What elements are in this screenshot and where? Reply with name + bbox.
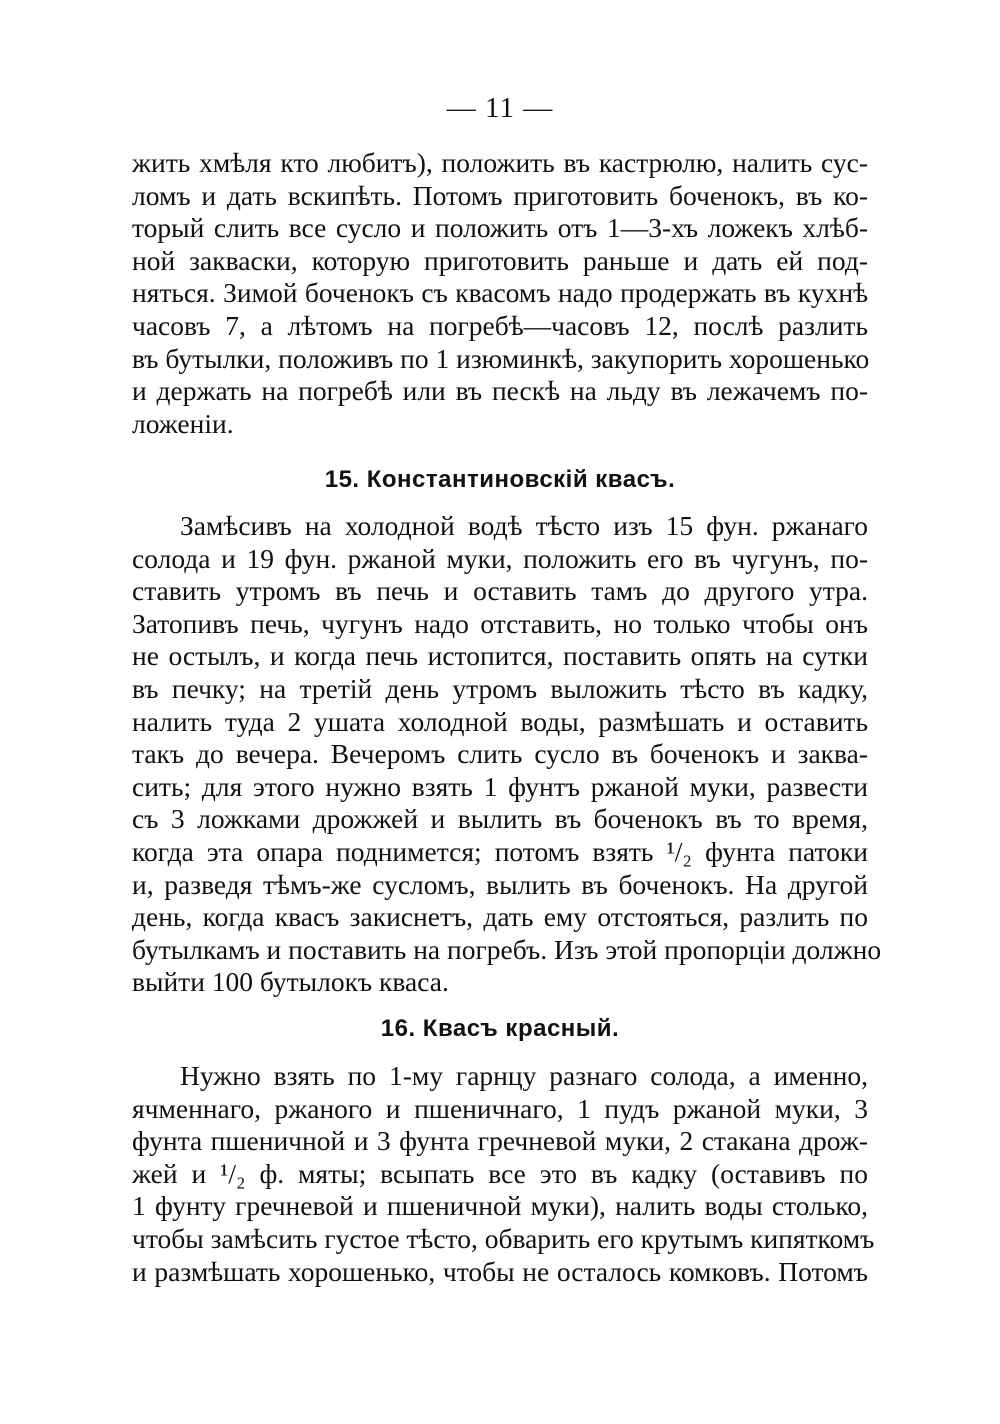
text-line: ставить утромъ въ печь и оставить тамъ до другого утра. [132, 575, 868, 607]
text-line: ячменнаго, ржаного и пшеничнаго, 1 пудъ ржаной муки, 3 [132, 1092, 868, 1124]
text-line: Нужно взять по 1-му гарнцу разнаго солода, а именно, [180, 1060, 868, 1091]
text-line: бутылкамъ и поставить на погребъ. Изъ этой пропорціи должно [132, 933, 882, 965]
text-line: въ печку; на третій день утромъ выложить тѣсто въ кадку, [132, 672, 868, 704]
text-line: Замѣсивъ на холодной водѣ тѣсто изъ 15 фун. ржанаго [180, 510, 868, 541]
text-line: когда эта опара поднимется; потомъ взять ¹/₂ фунта патоки [132, 835, 868, 867]
page-number: — 11 — [446, 92, 554, 124]
text-line: и, разведя тѣмъ-же сусломъ, вылить въ боченокъ. На другой [132, 868, 868, 900]
text-line: ной закваски, которую приготовить раньше и дать ей под- [132, 244, 868, 276]
recipe-15-paragraph [132, 510, 882, 999]
text-line: въ бутылки, положивъ по 1 изюминкѣ, закупорить хорошенько [132, 342, 870, 374]
text-line: день, когда квасъ закиснетъ, дать ему отстояться, разлить по [132, 901, 868, 933]
text-line: и держать на погребѣ или въ пескѣ на льду въ лежачемъ по- [132, 375, 868, 407]
text-line: часовъ 7, а лѣтомъ на погребѣ—часовъ 12, послѣ разлить [132, 309, 868, 341]
recipe-16-heading: 16. Квасъ красный. [380, 1015, 620, 1042]
text-line: Затопивъ печь, чугунъ надо отставить, но только чтобы онъ [132, 607, 868, 639]
text-line: чтобы замѣсить густое тѣсто, обварить его крутымъ кипяткомъ [132, 1222, 875, 1254]
text-line: не остылъ, и когда печь истопится, поставить опять на сутки [132, 640, 868, 672]
text-line: 1 фунту гречневой и пшеничной муки), налить воды столько, [132, 1190, 868, 1222]
text-line: и размѣшать хорошенько, чтобы не осталось комковъ. Потомъ [132, 1255, 868, 1287]
text-line: няться. Зимой боченокъ съ квасомъ надо продержать въ кухнѣ [132, 277, 868, 309]
text-line: такъ до вечера. Вечеромъ слить сусло въ боченокъ и заква- [132, 738, 868, 770]
recipe-15-heading: 15. Константиновскій квасъ. [324, 466, 676, 493]
text-line: ложеніи. [132, 407, 234, 439]
text-line: жить хмѣля кто любитъ), положить въ кастрюлю, налить сус- [132, 147, 868, 178]
continuation-paragraph [132, 147, 868, 440]
text-line: солода и 19 фун. ржаной муки, положить его въ чугунъ, по- [132, 542, 868, 574]
text-line: фунта пшеничной и 3 фунта гречневой муки, 2 стакана дрож- [132, 1125, 868, 1157]
text-line: торый слить все сусло и положить отъ 1—3-хъ ложекъ хлѣб- [132, 212, 868, 244]
text-line: ломъ и дать вскипѣть. Потомъ приготовить боченокъ, въ ко- [132, 179, 868, 211]
text-line: жей и ¹/₂ ф. мяты; всыпать все это въ кадку (оставивъ по [132, 1157, 868, 1189]
text-line: съ 3 ложками дрожжей и вылить въ боченокъ въ то время, [132, 803, 868, 835]
text-line: налить туда 2 ушата холодной воды, размѣшать и оставить [132, 705, 868, 737]
text-line: сить; для этого нужно взять 1 фунтъ ржаной муки, развести [132, 770, 868, 802]
text-line: выйти 100 бутылокъ кваса. [132, 966, 449, 998]
recipe-16-paragraph [132, 1060, 875, 1288]
